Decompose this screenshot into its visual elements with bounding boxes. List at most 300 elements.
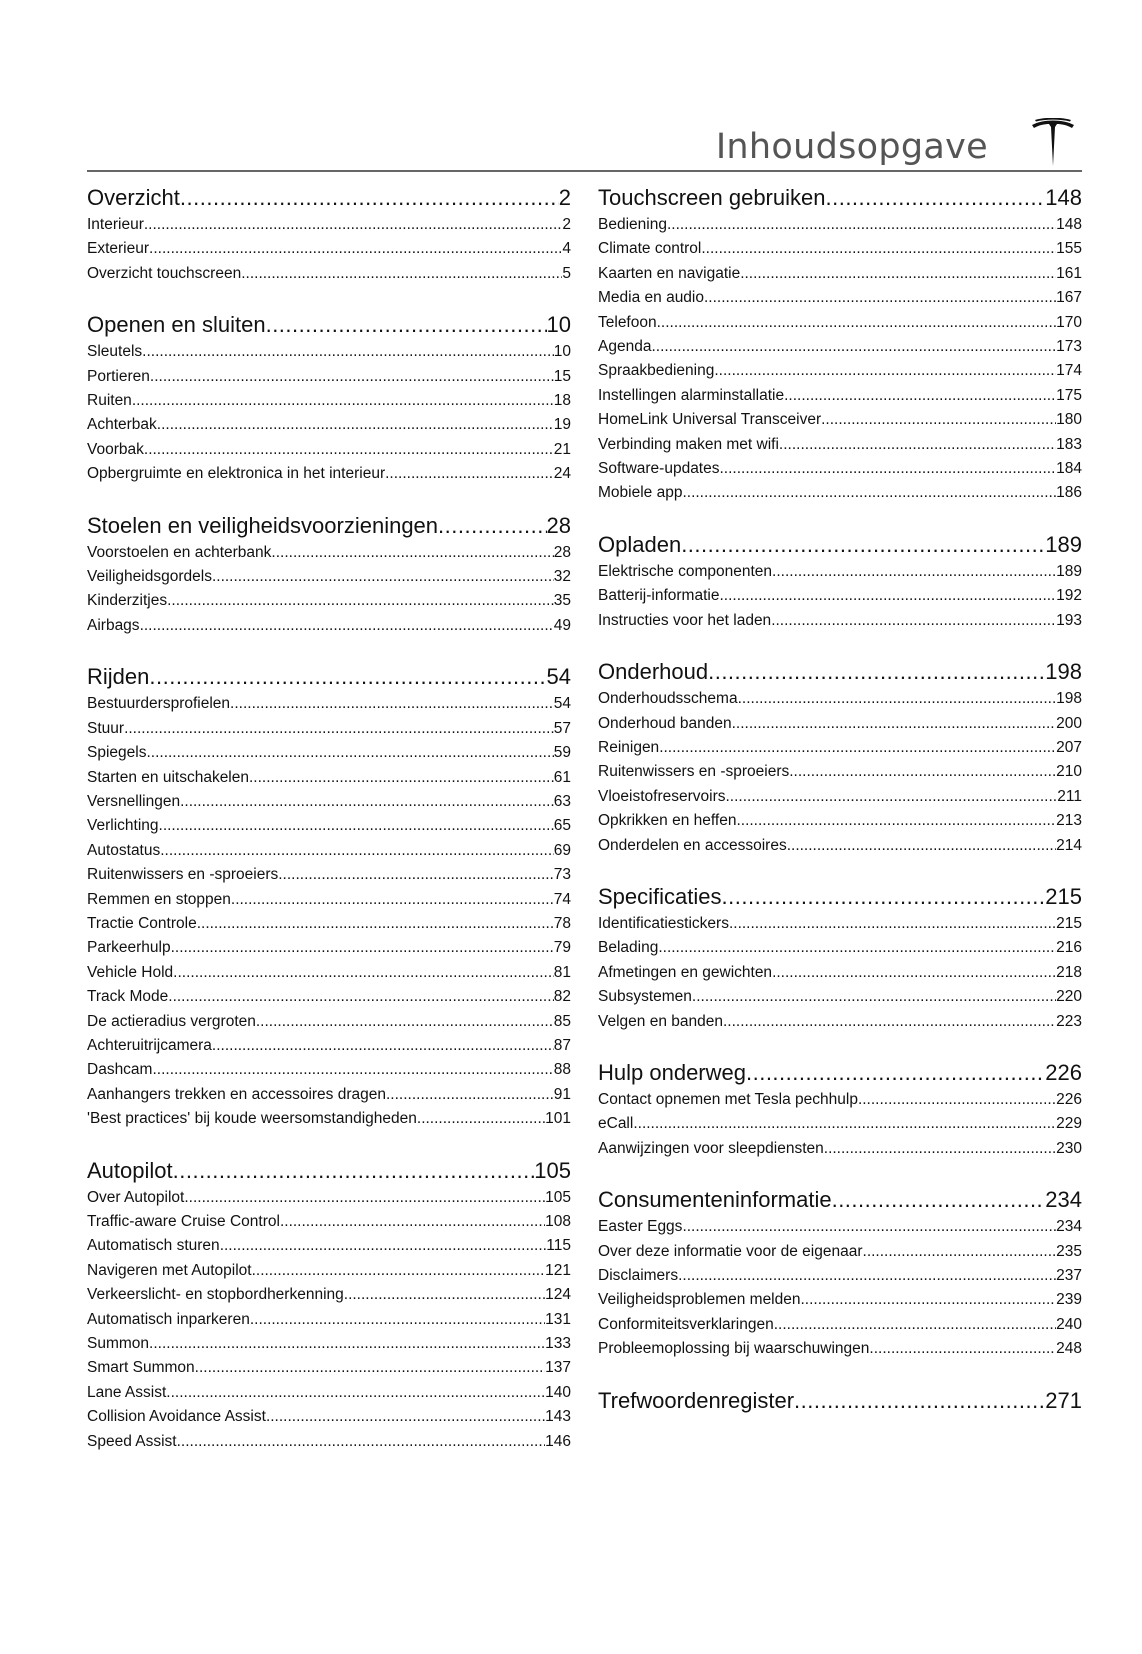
toc-entry[interactable]	[87, 438, 571, 462]
entry-page-number: 143	[545, 1408, 571, 1426]
entry-page-number: 131	[545, 1310, 571, 1328]
entry-title: Veiligheidsproblemen melden	[598, 1291, 801, 1309]
section-title: Rijden	[87, 664, 150, 690]
entry-page-number: 215	[1056, 914, 1082, 932]
dot-leader	[241, 262, 562, 286]
toc-section-heading[interactable]	[598, 530, 1082, 560]
toc-entry[interactable]	[87, 1186, 571, 1210]
entry-page-number: 85	[553, 1012, 571, 1030]
dot-leader	[726, 785, 1058, 809]
dot-leader	[250, 1308, 545, 1332]
entry-page-number: 167	[1056, 289, 1082, 307]
toc-entry[interactable]	[598, 985, 1082, 1009]
toc-entry[interactable]	[87, 1356, 571, 1380]
dot-leader	[386, 1083, 554, 1107]
dot-leader	[144, 213, 563, 237]
dot-leader	[858, 1088, 1056, 1112]
toc-section	[87, 511, 571, 639]
entry-title: Subsystemen	[598, 988, 692, 1006]
dot-leader	[658, 936, 1056, 960]
dot-leader	[772, 961, 1056, 985]
entry-title: Mobiele app	[598, 484, 683, 502]
entry-title: Aanhangers trekken en accessoires dragen	[87, 1085, 386, 1103]
toc-entry[interactable]	[598, 1010, 1082, 1034]
entry-page-number: 4	[562, 240, 571, 258]
entry-title: De actieradius vergroten	[87, 1012, 256, 1030]
toc-entry[interactable]	[598, 712, 1082, 736]
toc-entry[interactable]	[598, 457, 1082, 481]
entry-page-number: 87	[553, 1036, 571, 1054]
toc-entry[interactable]	[598, 335, 1082, 359]
section-page-number: 10	[546, 312, 571, 338]
entry-title: Verbinding maken met wifi	[598, 435, 779, 453]
toc-entry[interactable]	[87, 717, 571, 741]
entry-page-number: 28	[553, 543, 571, 561]
toc-entry[interactable]	[87, 1058, 571, 1082]
entry-page-number: 82	[553, 988, 571, 1006]
section-page-number: 189	[1045, 531, 1082, 557]
entry-title: Summon	[87, 1335, 150, 1353]
dot-leader	[140, 614, 554, 638]
toc-entry[interactable]	[598, 687, 1082, 711]
entry-title: Traffic-aware Cruise Control	[87, 1213, 280, 1230]
toc-entry[interactable]	[598, 1137, 1082, 1161]
entry-title: Over Autopilot	[87, 1188, 185, 1206]
entry-page-number: 78	[553, 914, 571, 932]
dot-leader	[278, 863, 554, 887]
dot-leader	[774, 1313, 1056, 1337]
entry-title: Track Mode	[87, 988, 169, 1006]
entry-page-number: 230	[1056, 1139, 1082, 1157]
toc-entry[interactable]	[87, 340, 571, 364]
entry-page-number: 248	[1056, 1340, 1082, 1358]
toc-entry[interactable]	[87, 1381, 571, 1405]
toc-entry[interactable]	[87, 692, 571, 716]
dot-leader	[651, 335, 1056, 359]
dot-leader	[168, 985, 553, 1009]
toc-entry[interactable]	[87, 814, 571, 838]
toc-section	[87, 662, 571, 1131]
entry-page-number: 133	[545, 1335, 571, 1353]
entry-title: Media en audio	[598, 289, 704, 307]
toc-section	[598, 1058, 1082, 1161]
entry-title: Onderdelen en accessoires	[598, 836, 787, 854]
entry-page-number: 73	[553, 866, 571, 884]
entry-page-number: 63	[553, 792, 571, 810]
dot-leader	[167, 589, 554, 613]
dot-leader	[771, 609, 1056, 633]
section-page-number: 234	[1045, 1187, 1082, 1213]
entry-page-number: 65	[553, 817, 571, 835]
toc-section-heading[interactable]	[598, 1185, 1082, 1215]
section-title: Hulp onderweg	[598, 1059, 746, 1085]
section-title: Opladen	[598, 531, 682, 557]
dot-leader	[149, 1332, 545, 1356]
dot-leader	[252, 1259, 546, 1283]
dot-leader	[824, 1137, 1056, 1161]
toc-entry[interactable]	[87, 413, 571, 437]
toc-entry[interactable]	[598, 1337, 1082, 1361]
toc-entry[interactable]	[87, 1010, 571, 1034]
section-page-number: 271	[1045, 1387, 1082, 1413]
entry-page-number: 175	[1056, 386, 1082, 404]
entry-page-number: 101	[545, 1110, 571, 1128]
section-page-number: 2	[558, 185, 571, 210]
dot-leader	[160, 839, 554, 863]
entry-page-number: 140	[545, 1383, 571, 1401]
dot-leader	[738, 687, 1057, 711]
toc-entry[interactable]	[87, 766, 571, 790]
entry-page-number: 198	[1056, 690, 1082, 708]
section-title: Onderhoud	[598, 659, 709, 685]
toc-column-left	[87, 183, 571, 1478]
section-title: Trefwoordenregister	[598, 1387, 795, 1413]
toc-entry[interactable]	[598, 311, 1082, 335]
section-page-number: 215	[1045, 883, 1082, 909]
entry-page-number: 193	[1056, 611, 1082, 629]
entry-title: Vehicle Hold	[87, 963, 174, 981]
entry-page-number: 207	[1056, 738, 1082, 756]
toc-entry[interactable]	[87, 1308, 571, 1332]
toc-section	[598, 1386, 1082, 1416]
toc-section-heading[interactable]	[598, 657, 1082, 687]
entry-title: Automatisch sturen	[87, 1237, 220, 1255]
dot-leader	[220, 1234, 547, 1258]
entry-title: Remmen en stoppen	[87, 890, 231, 908]
dot-leader	[146, 741, 553, 765]
dot-leader	[863, 1240, 1057, 1264]
entry-title: Kaarten en navigatie	[598, 264, 741, 282]
entry-title: Tractie Controle	[87, 914, 197, 932]
toc-entry[interactable]	[598, 213, 1082, 237]
toc-entry[interactable]	[598, 809, 1082, 833]
toc-entry[interactable]	[598, 237, 1082, 261]
toc-entry[interactable]	[598, 408, 1082, 432]
dot-leader	[659, 736, 1056, 760]
entry-title: Exterieur	[87, 240, 150, 258]
entry-title: Instructies voor het laden	[598, 611, 772, 629]
entry-title: Voorstoelen en achterbank	[87, 543, 272, 561]
entry-page-number: 234	[1056, 1218, 1082, 1236]
entry-page-number: 183	[1056, 435, 1082, 453]
toc-entry[interactable]	[598, 834, 1082, 858]
entry-page-number: 146	[545, 1432, 571, 1450]
toc-entry[interactable]	[598, 560, 1082, 584]
entry-page-number: 5	[562, 264, 571, 282]
section-page-number: 105	[534, 1157, 571, 1183]
toc-entry[interactable]	[87, 565, 571, 589]
entry-page-number: 19	[553, 416, 571, 434]
toc-entry[interactable]	[87, 262, 571, 286]
entry-page-number: 229	[1056, 1115, 1082, 1133]
entry-page-number: 211	[1057, 787, 1082, 805]
entry-title: Lane Assist	[87, 1383, 167, 1401]
dot-leader	[794, 1386, 1045, 1416]
dot-leader	[701, 237, 1056, 261]
entry-page-number: 59	[553, 744, 571, 762]
toc-entry[interactable]	[87, 589, 571, 613]
dot-leader	[825, 183, 1045, 213]
toc-entry[interactable]	[598, 609, 1082, 633]
toc-entry[interactable]	[87, 936, 571, 960]
toc-entry[interactable]	[87, 985, 571, 1009]
entry-page-number: 170	[1056, 313, 1082, 331]
entry-title: Ruitenwissers en -sproeiers	[598, 763, 790, 781]
toc-entry[interactable]	[598, 384, 1082, 408]
toc-entry[interactable]	[598, 1288, 1082, 1312]
toc-entry[interactable]	[598, 785, 1082, 809]
entry-title: Belading	[598, 939, 659, 957]
header-rule	[87, 170, 1082, 172]
entry-title: Verlichting	[87, 817, 159, 835]
dot-leader	[787, 834, 1056, 858]
entry-title: Disclaimers	[598, 1267, 679, 1284]
entry-title: Over deze informatie voor de eigenaar	[598, 1242, 863, 1260]
dot-leader	[212, 1034, 554, 1058]
dot-leader	[173, 961, 554, 985]
toc-entry[interactable]	[87, 614, 571, 638]
toc-entry[interactable]	[598, 1088, 1082, 1112]
entry-page-number: 192	[1056, 587, 1082, 605]
entry-page-number: 35	[553, 592, 571, 610]
toc-entry[interactable]	[598, 286, 1082, 310]
toc-entry[interactable]	[598, 936, 1082, 960]
toc-entry[interactable]	[598, 1264, 1082, 1288]
entry-title: Airbags	[87, 616, 140, 634]
section-page-number: 54	[546, 664, 571, 690]
entry-page-number: 137	[545, 1359, 571, 1377]
dot-leader	[678, 1264, 1056, 1288]
entry-page-number: 161	[1056, 264, 1082, 282]
toc-section-heading[interactable]	[87, 1156, 571, 1186]
entry-title: Achteruitrijcamera	[87, 1036, 212, 1054]
entry-page-number: 81	[553, 963, 571, 981]
section-title: Specificaties	[598, 883, 722, 909]
entry-title: Vloeistofreservoirs	[598, 787, 726, 805]
dot-leader	[166, 1381, 545, 1405]
toc-entry[interactable]	[87, 1107, 571, 1131]
toc-entry[interactable]	[598, 584, 1082, 608]
toc-section	[87, 310, 571, 486]
entry-title: Opbergruimte en elektronica in het interieur	[87, 465, 386, 483]
entry-title: Stuur	[87, 719, 125, 737]
section-page-number: 198	[1045, 659, 1082, 685]
dot-leader	[212, 565, 554, 589]
entry-page-number: 235	[1056, 1242, 1082, 1260]
dot-leader	[266, 1405, 545, 1429]
toc-entry[interactable]	[87, 1332, 571, 1356]
entry-title: Afmetingen en gewichten	[598, 963, 773, 981]
entry-page-number: 91	[553, 1085, 571, 1103]
entry-title: Agenda	[598, 338, 652, 356]
entry-title: Kinderzitjes	[87, 592, 168, 610]
entry-title: Elektrische componenten	[598, 562, 773, 580]
toc-entry[interactable]	[87, 389, 571, 413]
toc-section-heading[interactable]	[598, 1058, 1082, 1088]
entry-title: Ruitenwissers en -sproeiers	[87, 866, 279, 884]
toc-entry[interactable]	[598, 1215, 1082, 1239]
entry-page-number: 148	[1056, 216, 1082, 233]
toc-section-heading[interactable]	[598, 183, 1082, 213]
dot-leader	[869, 1337, 1056, 1361]
entry-page-number: 21	[553, 440, 571, 458]
toc-entry[interactable]	[87, 1083, 571, 1107]
dot-leader	[159, 814, 554, 838]
section-title: Autopilot	[87, 1157, 173, 1183]
dot-leader	[184, 1186, 545, 1210]
entry-title: Autostatus	[87, 841, 161, 859]
entry-title: Reinigen	[598, 738, 660, 756]
entry-title: Verkeerslicht- en stopbordherkenning	[87, 1286, 344, 1304]
entry-title: Starten en uitschakelen	[87, 768, 249, 786]
dot-leader	[173, 1156, 535, 1186]
toc-section-heading[interactable]	[87, 511, 571, 541]
entry-title: Software-updates	[598, 460, 720, 478]
page-title: Inhoudsopgave	[715, 127, 988, 167]
toc-entry[interactable]	[598, 359, 1082, 383]
dot-leader	[230, 692, 554, 716]
toc-entry[interactable]	[598, 912, 1082, 936]
dot-leader	[144, 438, 554, 462]
toc-entry[interactable]	[87, 1405, 571, 1429]
toc-entry[interactable]	[87, 790, 571, 814]
entry-page-number: 216	[1056, 939, 1082, 957]
dot-leader	[142, 340, 554, 364]
toc-entry[interactable]	[598, 961, 1082, 985]
toc-entry[interactable]	[87, 1430, 571, 1454]
toc-entry[interactable]	[87, 213, 571, 237]
toc-entry[interactable]	[87, 888, 571, 912]
dot-leader	[729, 912, 1056, 936]
toc-entry[interactable]	[598, 736, 1082, 760]
toc-section-heading[interactable]	[87, 183, 571, 213]
entry-page-number: 124	[545, 1286, 571, 1304]
entry-title: Parkeerhulp	[87, 939, 171, 957]
dot-leader	[177, 1430, 546, 1454]
entry-page-number: 239	[1056, 1291, 1082, 1309]
toc-section-heading[interactable]	[598, 882, 1082, 912]
dot-leader	[692, 985, 1056, 1009]
dot-leader	[266, 310, 547, 340]
toc-entry[interactable]	[598, 1313, 1082, 1337]
dot-leader	[681, 530, 1045, 560]
toc-entry[interactable]	[598, 481, 1082, 505]
section-title: Overzicht	[87, 185, 180, 210]
toc-entry[interactable]	[87, 839, 571, 863]
dot-leader	[124, 717, 554, 741]
entry-title: Telefoon	[598, 313, 657, 331]
dot-leader	[714, 359, 1056, 383]
toc-entry[interactable]	[87, 1210, 571, 1234]
entry-page-number: 213	[1056, 812, 1082, 830]
toc-entry[interactable]	[87, 541, 571, 565]
dot-leader	[150, 365, 554, 389]
entry-page-number: 237	[1056, 1267, 1082, 1284]
entry-title: Dashcam	[87, 1061, 153, 1079]
section-title: Consumenteninformatie	[598, 1187, 832, 1213]
dot-leader	[682, 481, 1056, 505]
toc-entry[interactable]	[598, 433, 1082, 457]
toc-entry[interactable]	[87, 1234, 571, 1258]
entry-page-number: 88	[553, 1061, 571, 1079]
toc-entry[interactable]	[87, 741, 571, 765]
dot-leader	[779, 433, 1056, 457]
toc-entry[interactable]	[598, 760, 1082, 784]
toc-entry[interactable]	[87, 912, 571, 936]
toc-entry[interactable]	[598, 1112, 1082, 1136]
entry-page-number: 189	[1056, 562, 1082, 580]
dot-leader	[772, 560, 1056, 584]
dot-leader	[682, 1215, 1056, 1239]
entry-page-number: 173	[1056, 338, 1082, 356]
toc-entry[interactable]	[598, 1240, 1082, 1264]
entry-title: Overzicht touchscreen	[87, 264, 242, 282]
dot-leader	[344, 1283, 545, 1307]
entry-title: Versnellingen	[87, 792, 181, 810]
toc-entry[interactable]	[87, 365, 571, 389]
entry-title: Contact opnemen met Tesla pechhulp	[598, 1090, 858, 1108]
dot-leader	[740, 262, 1056, 286]
entry-title: Interieur	[87, 216, 144, 233]
dot-leader	[180, 183, 559, 213]
toc-entry[interactable]	[87, 1034, 571, 1058]
entry-title: Identificatiestickers	[598, 914, 729, 932]
entry-title: Veiligheidsgordels	[87, 568, 212, 586]
dot-leader	[801, 1288, 1057, 1312]
section-page-number: 148	[1045, 185, 1082, 210]
toc-entry[interactable]	[87, 237, 571, 261]
dot-leader	[132, 389, 554, 413]
toc-section	[598, 882, 1082, 1034]
entry-title: Voorbak	[87, 440, 144, 458]
toc-section-heading[interactable]	[87, 662, 571, 692]
section-page-number: 28	[546, 512, 571, 538]
section-title: Touchscreen gebruiken	[598, 185, 826, 210]
entry-title: Spiegels	[87, 744, 147, 762]
entry-page-number: 115	[546, 1237, 571, 1255]
dot-leader	[704, 286, 1056, 310]
toc-section-heading[interactable]	[87, 310, 571, 340]
entry-title: HomeLink Universal Transceiver	[598, 411, 822, 429]
toc-entry[interactable]	[87, 462, 571, 486]
dot-leader	[736, 809, 1056, 833]
entry-title: Batterij-informatie	[598, 587, 720, 605]
toc-entry[interactable]	[87, 961, 571, 985]
toc-entry[interactable]	[598, 262, 1082, 286]
toc-entry[interactable]	[87, 1259, 571, 1283]
entry-title: Collision Avoidance Assist	[87, 1408, 266, 1426]
toc-section	[87, 1156, 571, 1454]
toc-entry[interactable]	[87, 1283, 571, 1307]
toc-section	[87, 183, 571, 286]
entry-title: Smart Summon	[87, 1359, 195, 1377]
entry-page-number: 186	[1056, 484, 1082, 502]
dot-leader	[732, 712, 1057, 736]
section-title: Openen en sluiten	[87, 312, 266, 338]
dot-leader	[256, 1010, 554, 1034]
toc-section-heading[interactable]	[598, 1386, 1082, 1416]
entry-title: Automatisch inparkeren	[87, 1310, 250, 1328]
entry-title: Velgen en banden	[598, 1012, 723, 1030]
entry-page-number: 174	[1056, 362, 1082, 380]
toc-entry[interactable]	[87, 863, 571, 887]
entry-page-number: 105	[545, 1188, 571, 1206]
entry-title: Instellingen alarminstallatie	[598, 386, 785, 404]
entry-title: Bestuurdersprofielen	[87, 695, 231, 713]
tesla-logo	[1031, 118, 1075, 168]
entry-title: Probleemoplossing bij waarschuwingen	[598, 1340, 870, 1358]
entry-title: eCall	[598, 1115, 634, 1133]
